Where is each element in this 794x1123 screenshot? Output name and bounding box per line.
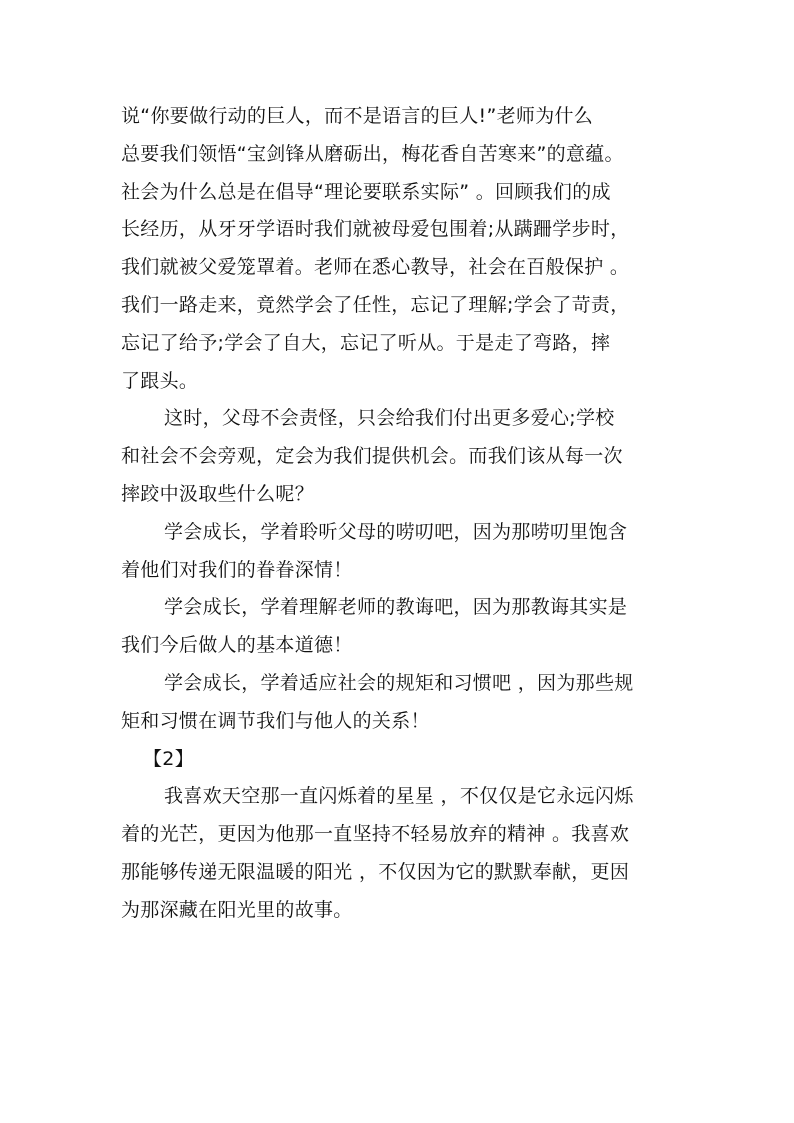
text-line: 和社会不会旁观，定会为我们提供机会。而我们该从每一次 bbox=[121, 445, 623, 468]
text-line: 矩和习惯在调节我们与他人的关系！ bbox=[121, 709, 430, 732]
paragraph-start-line: 学会成长，学着聆听父母的唠叨吧，因为那唠叨里饱含 bbox=[164, 520, 628, 543]
text-line: 那能够传递无限温暖的阳光 ，不仅因为它的默默奉献，更因 bbox=[121, 860, 630, 883]
section-heading: 【2】 bbox=[143, 747, 194, 770]
paragraph-start-line: 这时，父母不会责怪，只会给我们付出更多爱心;学校 bbox=[164, 407, 615, 430]
text-line: 长经历，从牙牙学语时我们就被母爱包围着;从蹒跚学步时， bbox=[121, 218, 630, 241]
paragraph-start-line: 学会成长，学着适应社会的规矩和习惯吧 ，因为那些规 bbox=[164, 671, 634, 694]
paragraph-start-line: 学会成长，学着理解老师的教诲吧，因为那教诲其实是 bbox=[164, 596, 628, 619]
text-line: 社会为什么总是在倡导“理论要联系实际” 。回顾我们的成 bbox=[121, 180, 611, 203]
text-line: 为那深藏在阳光里的故事。 bbox=[121, 898, 353, 921]
text-line: 我们就被父爱笼罩着。老师在悉心教导，社会在百般保护 。 bbox=[121, 256, 630, 279]
text-line: 着他们对我们的眷眷深情！ bbox=[121, 558, 353, 581]
paragraph-start-line: 我喜欢天空那一直闪烁着的星星 ，不仅仅是它永远闪烁 bbox=[164, 785, 634, 808]
text-line: 忘记了给予;学会了自大，忘记了听从。于是走了弯路，摔 bbox=[121, 331, 611, 354]
text-line: 摔跤中汲取些什么呢？ bbox=[121, 482, 315, 505]
text-line: 我们一路走来，竟然学会了任性，忘记了理解;学会了苛责， bbox=[121, 293, 630, 316]
text-line: 总要我们领悟“宝剑锋从磨砺出，梅花香自苦寒来”的意蕴。 bbox=[121, 142, 624, 165]
text-line: 着的光芒，更因为他那一直坚持不轻易放弃的精神 。我喜欢 bbox=[121, 823, 630, 846]
text-line: 我们今后做人的基本道德！ bbox=[121, 634, 353, 657]
text-line: 说“你要做行动的巨人，而不是语言的巨人!”老师为什么 bbox=[121, 105, 594, 127]
text-line: 了跟头。 bbox=[121, 369, 199, 392]
document-body bbox=[121, 98, 677, 930]
